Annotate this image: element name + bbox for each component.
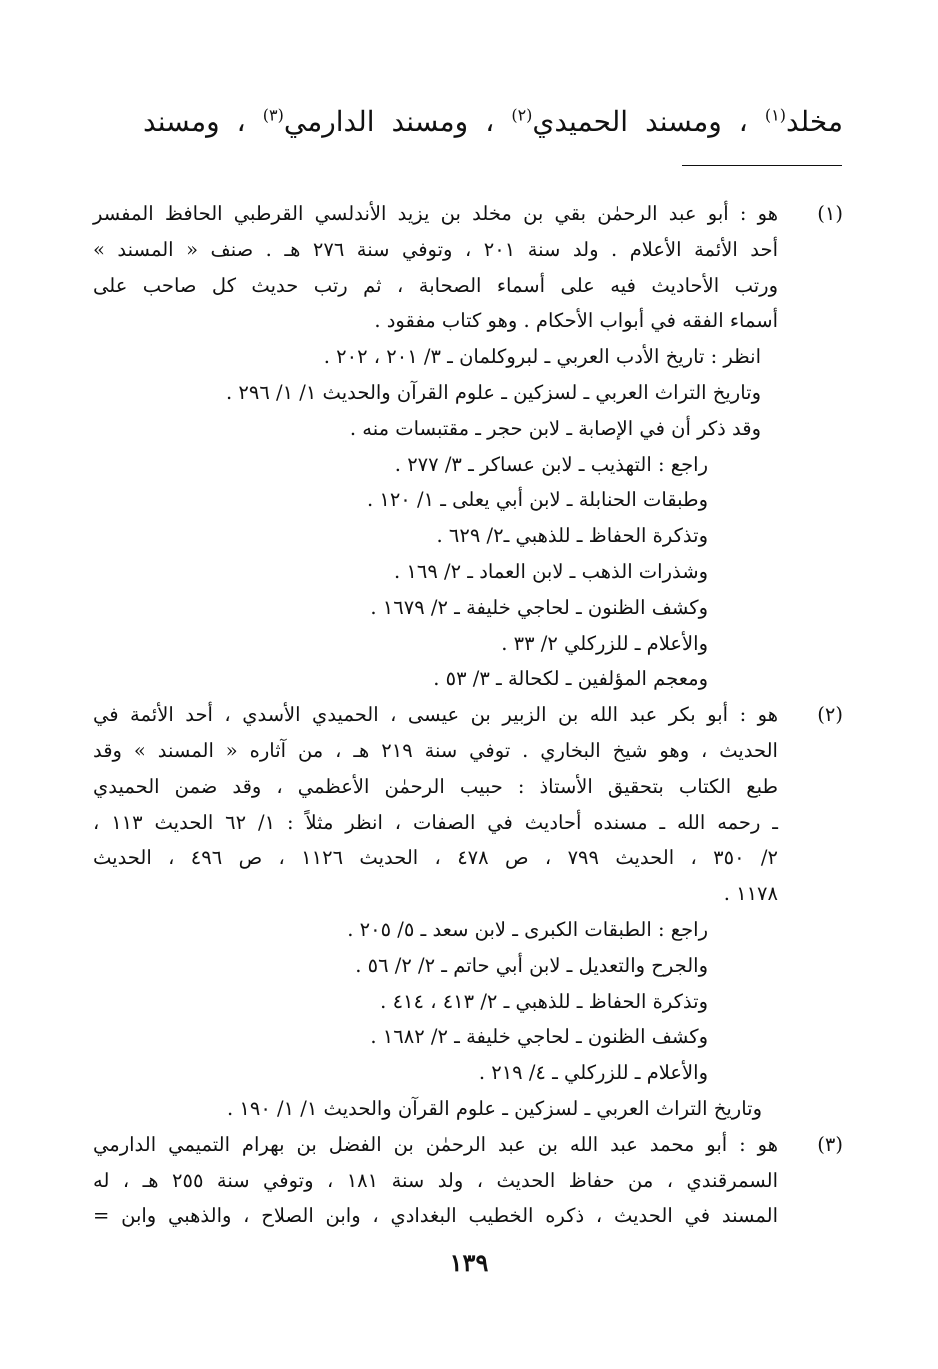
reference-line: وتاريخ التراث العربي ـ لسزكين ـ علوم القرآن والحديث ١/ ١/ ٢٩٦ .	[225, 380, 761, 404]
footnote-separator	[682, 165, 842, 166]
reference-line: والأعلام ـ للزركلي ٢/ ٣٣ .	[501, 631, 708, 655]
footnote-1	[93, 196, 843, 697]
reference-line: ومعجم المؤلفين ـ لكحالة ـ ٣/ ٥٣ .	[433, 667, 708, 691]
footnote-2	[93, 697, 843, 1127]
reference-list	[93, 339, 761, 446]
footnote-line: هو : أبو محمد عبد الله بن عبد الرحمٰن بن الفضل بن بهرام التميمي الدارمي	[93, 1132, 778, 1156]
reference-line: وكشف الظنون ـ لحاجي خليفة ـ ٢/ ١٦٨٢ .	[370, 1025, 708, 1049]
footnote-line: ٢/ ٣٥٠ ، الحديث ٧٩٩ ، ص ٤٧٨ ، الحديث ١١٢٦ ، ص ٤٩٦ ، الحديث	[93, 846, 778, 870]
reference-line: انظر : تاريخ الأدب العربي ـ لبروكلمان ـ ٣/ ٢٠١ ، ٢٠٢ .	[323, 345, 761, 369]
main-text-part: ، ومسند الحميدي	[532, 105, 748, 138]
footnote-line: ـ رحمه الله ـ مسنده أحاديث في الصفات ، انظر مثلاً : ١/ ٦٢ الحديث ١١٣ ،	[93, 810, 778, 834]
reference-line: وطبقات الحنابلة ـ لابن أبي يعلى ـ ١/ ١٢٠ .	[366, 488, 708, 512]
footnote-body	[93, 196, 778, 697]
footnote-line: أسماء الفقه في أبواب الأحكام . وهو كتاب مفقود .	[374, 309, 778, 333]
footnote-line: الحديث ، وهو شيخ البخاري . توفي سنة ٢١٩ هـ ، من آثاره « المسند » وقد	[93, 738, 778, 762]
footnote-line: طبع الكتاب بتحقيق الأستاذ : حبيب الرحمٰن الأعظمي ، وقد ضمن الحميدي	[93, 774, 778, 798]
footnote-line: هو : أبو عبد الرحمٰن بقي بن مخلد بن يزيد الأندلسي القرطبي الحافظ المفسر	[93, 202, 778, 225]
reference-line: والأعلام ـ للزركلي ـ ٤/ ٢١٩ .	[478, 1061, 708, 1085]
footnote-line: ورتب الأحاديث فيه على أسماء الصحابة ، ثم رتب حديث كل صاحب على	[93, 273, 778, 297]
main-text-line	[143, 100, 843, 144]
footnote-body	[93, 1127, 778, 1234]
reference-list	[93, 447, 708, 698]
footnotes-section	[93, 196, 843, 1234]
footnote-body	[93, 697, 778, 1127]
footnote-number: (٣)	[817, 1132, 843, 1156]
reference-line: وقد ذكر أن في الإصابة ـ لابن حجر ـ مقتبسات منه .	[349, 416, 761, 440]
footnote-number: (٢)	[817, 703, 843, 727]
footnote-marker: (٢)	[511, 105, 533, 125]
main-text-part: ، ومسند	[143, 105, 246, 138]
reference-line: والجرح والتعديل ـ لابن أبي حاتم ـ ٢/ ٢/ ٥٦ .	[355, 953, 708, 977]
footnote-line: المسند في الحديث ، ذكره الخطيب البغدادي ، وابن الصلاح ، والذهبي وابن =	[93, 1204, 778, 1228]
reference-line: راجع : الطبقات الكبرى ـ لابن سعد ـ ٥/ ٢٠٥ .	[347, 917, 708, 941]
reference-line: وتذكرة الحفاظ ـ للذهبي ـ ٢/ ٤١٣ ، ٤١٤ .	[380, 989, 708, 1013]
reference-line: راجع : التهذيب ـ لابن عساكر ـ ٣/ ٢٧٧ .	[394, 452, 708, 476]
reference-line: وشذرات الذهب ـ لابن العماد ـ ٢/ ١٦٩ .	[394, 559, 708, 583]
footnote-line: هو : أبو بكر عبد الله بن الزبير بن عيسى ، الحميدي الأسدي ، أحد الأئمة في	[93, 703, 778, 727]
footnote-number: (١)	[817, 202, 843, 225]
reference-line: وكشف الظنون ـ لحاجي خليفة ـ ٢/ ١٦٧٩ .	[370, 595, 708, 619]
reference-line: وتاريخ التراث العربي ـ لسزكين ـ علوم القرآن والحديث ١/ ١/ ١٩٠ .	[226, 1096, 762, 1120]
footnote-line: ١١٧٨ .	[723, 882, 778, 906]
footnote-marker: (٣)	[262, 105, 284, 125]
page-number: ١٣٩	[449, 1248, 489, 1277]
footnote-line: أحد الأئمة الأعلام . ولد سنة ٢٠١ ، وتوفي سنة ٢٧٦ هـ . صنف « المسند »	[93, 237, 778, 261]
main-text-part: ، ومسند الدارمي	[283, 105, 495, 138]
footnote-marker: (١)	[764, 105, 786, 125]
reference-list	[93, 912, 762, 1127]
main-text-part: مخلد	[785, 105, 843, 138]
reference-line: وتذكرة الحفاظ ـ للذهبي ـ٢/ ٦٢٩ .	[436, 524, 708, 548]
footnote-line: السمرقندي ، من حفاظ الحديث ، ولد سنة ١٨١ ، وتوفي سنة ٢٥٥ هـ ، له	[93, 1168, 778, 1192]
footnote-3	[93, 1127, 843, 1234]
